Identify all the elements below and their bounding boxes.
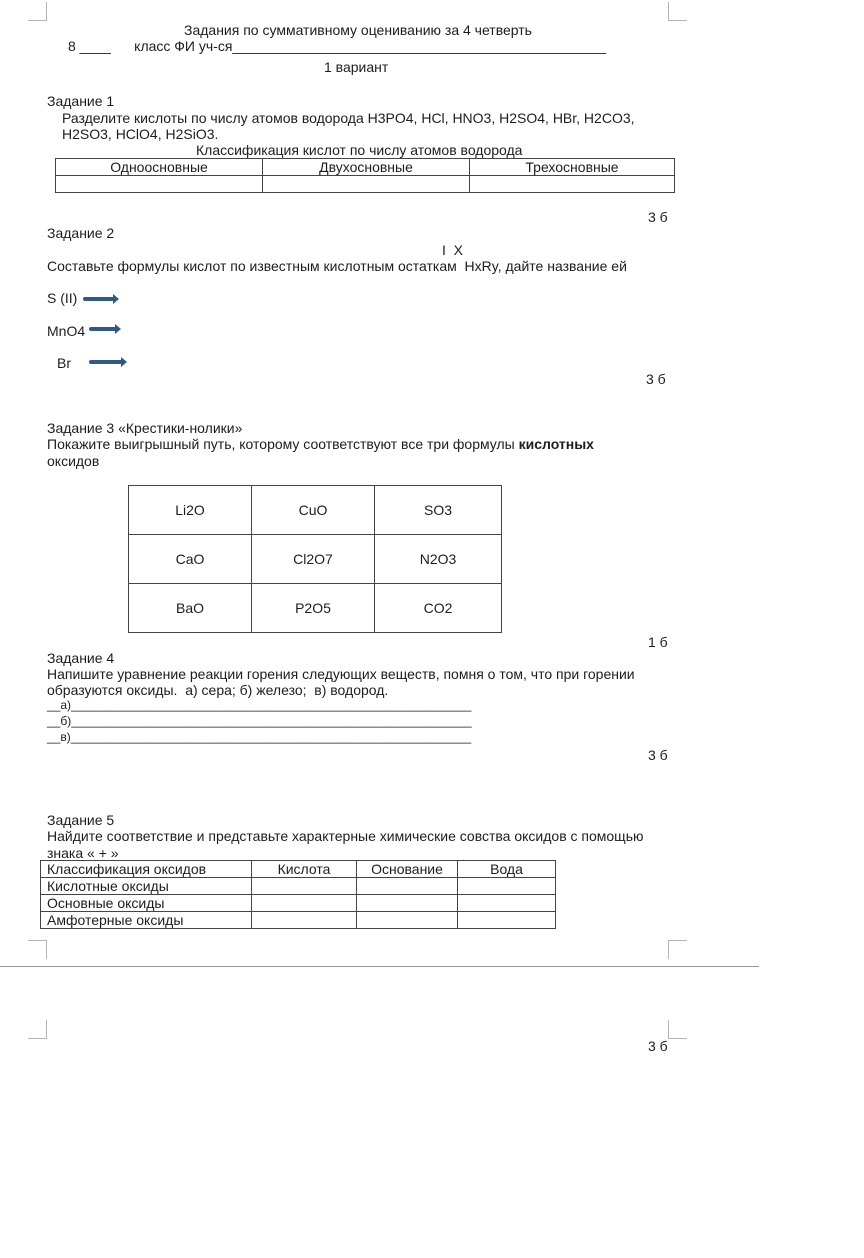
task5-text-line2: знака « + » [47,845,119,861]
column-header: Основание [357,861,458,878]
answer-cell[interactable] [357,912,458,929]
task3-heading: Задание 3 «Крестики-нолики» [47,420,243,436]
document-title: Задания по суммативному оцениванию за 4 четверть [184,22,532,38]
grid-cell[interactable]: CaO [129,535,252,584]
variant-label: 1 вариант [324,59,389,75]
column-header: Вода [458,861,556,878]
answer-cell[interactable] [263,176,470,193]
answer-cell[interactable] [357,878,458,895]
answer-line[interactable]: __б)____________________________________________________________ [47,714,472,728]
crop-mark-page2-right [668,1020,687,1039]
oxide-properties-table [40,860,556,929]
answer-line[interactable]: __а)____________________________________________________________ [47,698,472,712]
task1-table-caption: Классификация кислот по числу атомов водорода [196,142,523,158]
page-break-line [0,966,759,967]
roman-numeral-note: I X [442,242,464,258]
task3-text-line1 [47,436,594,452]
crop-mark-bottom-right [668,940,687,959]
row-label: Амфотерные оксиды [41,912,252,929]
answer-cell[interactable] [252,912,357,929]
grid-cell[interactable]: N2O3 [375,535,502,584]
row-label: Основные оксиды [41,895,252,912]
grid-cell[interactable]: BaO [129,584,252,633]
task2-score: 3 б [646,371,666,387]
acid-residue-item: MnO4 [47,323,86,339]
task4-score: 3 б [648,747,668,763]
task2-text: Составьте формулы кислот по известным кислотным остаткам HxRy, дайте название ей [47,258,627,274]
task3-text-line2: оксидов [47,453,100,469]
crop-mark-bottom-left [28,940,47,959]
answer-cell[interactable] [252,895,357,912]
task3-score: 1 б [648,634,668,650]
answer-cell[interactable] [458,895,556,912]
answer-cell[interactable] [357,895,458,912]
answer-line[interactable]: __в)____________________________________________________________ [47,730,472,744]
task1-text-line1: Разделите кислоты по числу атомов водорода H3PO4, HCl, HNO3, H2SO4, HBr, H2CO3, [62,110,635,126]
task4-heading: Задание 4 [47,650,115,666]
task1-heading: Задание 1 [47,93,115,109]
task4-text-line1: Напишите уравнение реакции горения следующих веществ, помня о том, что при горении [47,666,635,682]
arrow-icon [89,360,123,364]
column-header: Двухосновные [263,159,470,176]
column-header: Трехосновные [470,159,675,176]
answer-cell[interactable] [252,878,357,895]
task4-text-line2: образуются оксиды. а) сера; б) железо; в) водород. [47,682,389,698]
grid-cell[interactable]: Cl2O7 [252,535,375,584]
acid-residue-item: Br [57,355,71,371]
crop-mark-page2-left [28,1020,47,1039]
column-header: Классификация оксидов [41,861,252,878]
crop-mark-top-left [28,2,47,21]
row-label: Кислотные оксиды [41,878,252,895]
answer-cell[interactable] [458,912,556,929]
class-name-line: 8 ____ класс ФИ уч-ся________________________________________________ [68,38,607,54]
task3-text-part1: Покажите выигрышный путь, которому соответствуют все три формулы [47,436,519,452]
acid-residue-item: S (II) [47,290,78,306]
grid-cell[interactable]: CO2 [375,584,502,633]
crop-mark-top-right [668,2,687,21]
grid-cell[interactable]: SO3 [375,486,502,535]
answer-cell[interactable] [56,176,263,193]
arrow-icon [83,297,115,301]
acid-classification-table [55,158,675,193]
grid-cell[interactable]: P2O5 [252,584,375,633]
task3-text-bold: кислотных [518,436,594,452]
task5-heading: Задание 5 [47,812,115,828]
column-header: Кислота [252,861,357,878]
task1-text-line2: H2SO3, HClO4, H2SiO3. [62,126,219,142]
task2-heading: Задание 2 [47,225,115,241]
task1-score: 3 б [648,209,668,225]
tic-tac-toe-grid [128,485,502,633]
grid-cell[interactable]: Li2O [129,486,252,535]
grid-cell[interactable]: CuO [252,486,375,535]
answer-cell[interactable] [458,878,556,895]
arrow-icon [89,327,117,331]
column-header: Одноосновные [56,159,263,176]
task5-text-line1: Найдите соответствие и представьте характерные химические совства оксидов с помощью [47,828,644,844]
task5-score: 3 б [648,1038,668,1054]
answer-cell[interactable] [470,176,675,193]
